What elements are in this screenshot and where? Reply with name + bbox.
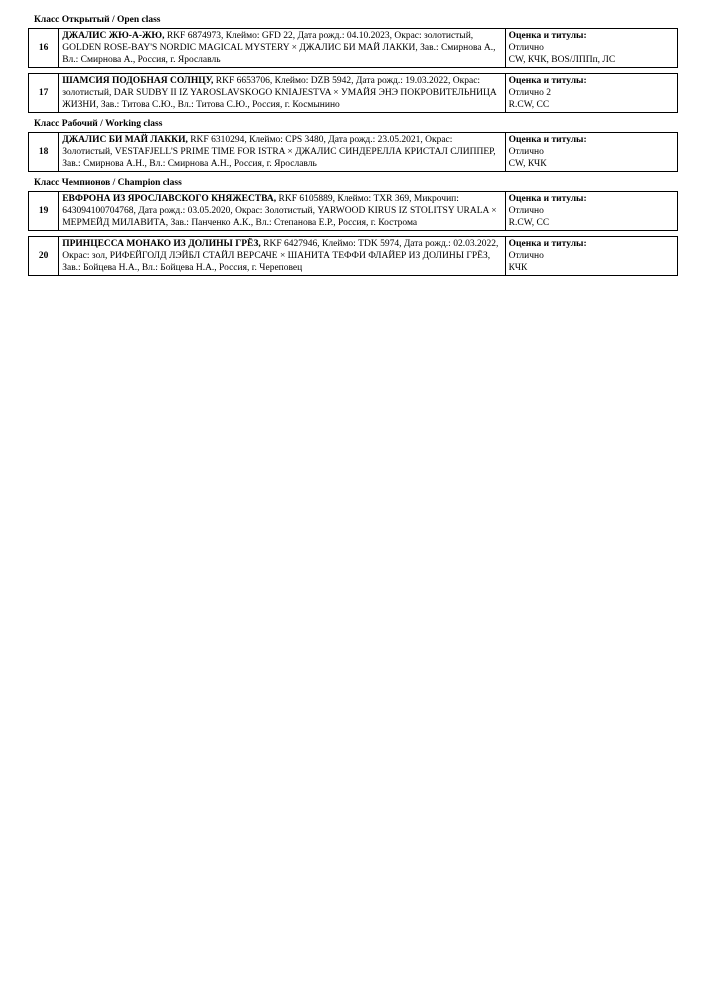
entry-description <box>59 133 505 172</box>
entry-grade <box>505 133 677 172</box>
dog-name: ДЖАЛИС БИ МАЙ ЛАККИ, <box>62 135 188 145</box>
entry-grade <box>505 192 677 231</box>
dog-details: RKF 6105889, Клеймо: TXR 369, Микрочип: 643094100704768, Дата рожд.: 03.05.2020, Окрас: Золотистый, YARWOOD KIRUS IZ STOLITSY URALA × МЕРМЕЙД МИЛАВИТА, Зав.: Панченко А.К., Вл.: Степанова Е.Р., Россия, г. Кострома <box>62 194 497 228</box>
dog-name: ДЖАЛИС ЖЮ-А-ЖЮ, <box>62 31 165 41</box>
titles-value: R.CW, CC <box>508 218 550 228</box>
section-open-class <box>28 14 678 113</box>
entry-description <box>59 29 505 68</box>
class-header: Класс Рабочий / Working class <box>34 119 163 129</box>
entry-number: 17 <box>29 74 59 113</box>
entry-description <box>59 192 505 231</box>
grade-value: Отлично <box>508 43 544 53</box>
entry-description <box>59 74 505 113</box>
entry-table <box>28 28 678 68</box>
titles-value: CW, КЧК, BOS/ЛППп, ЛС <box>508 55 616 65</box>
entry-table <box>28 73 678 113</box>
class-header: Класс Открытый / Open class <box>34 15 161 25</box>
titles-value: CW, КЧК <box>508 159 547 169</box>
entry-table <box>28 132 678 172</box>
entry-number: 18 <box>29 133 59 172</box>
dog-details: RKF 6653706, Клеймо: DZB 5942, Дата рожд.: 19.03.2022, Окрас: золотистый, DAR SUDBY II IZ YAROSLAVSKOGO KNIAJESTVA × УМАЙЯ ЭНЭ ПОКРОВИТЕЛЬНИЦА ЖИЗНИ, Зав.: Титова С.Ю., Вл.: Титова С.Ю., Россия, г. Космынино <box>62 76 497 110</box>
entry-number: 19 <box>29 192 59 231</box>
titles-value: R.CW, CC <box>508 100 550 110</box>
dog-details: RKF 6874973, Клеймо: GFD 22, Дата рожд.: 04.10.2023, Окрас: золотистый, GOLDEN ROSE-BAY'S NORDIC MAGICAL MYSTERY × ДЖАЛИС БИ МАЙ ЛАККИ, Зав.: Смирнова А., Вл.: Смирнова А., Россия, г. Ярославль <box>62 31 496 65</box>
grade-label: Оценка и титулы: <box>508 76 587 86</box>
grade-label: Оценка и титулы: <box>508 194 587 204</box>
grade-value: Отлично <box>508 147 544 157</box>
entry-grade <box>505 29 677 68</box>
entry-row <box>29 237 678 276</box>
entry-grade <box>505 237 677 276</box>
dog-details: RKF 6427946, Клеймо: TDK 5974, Дата рожд.: 02.03.2022, Окрас: зол, РИФЕЙГОЛД ЛЭЙБЛ СТАЙЛ ВЕРСАЧЕ × ШАНИТА ТЕФФИ ФЛАЙЕР ИЗ ДОЛИНЫ ГРЁЗ, Зав.: Бойцева Н.А., Вл.: Бойцева Н.А., Россия, г. Череповец <box>62 239 499 273</box>
entry-table <box>28 236 678 276</box>
results-page <box>28 14 678 281</box>
grade-value: Отлично <box>508 251 544 261</box>
dog-details: RKF 6310294, Клеймо: CPS 3480, Дата рожд.: 23.05.2021, Окрас: Золотистый, VESTAFJELL'S PRIME TIME FOR ISTRA × ДЖАЛИС СИНДЕРЕЛЛА КРИСТАЛ СЛИППЕР, Зав.: Смирнова А.Н., Вл.: Смирнова А.Н., Россия, г. Ярославль <box>62 135 496 169</box>
grade-label: Оценка и титулы: <box>508 135 587 145</box>
grade-label: Оценка и титулы: <box>508 239 587 249</box>
entry-table <box>28 191 678 231</box>
entry-number: 16 <box>29 29 59 68</box>
dog-name: ПРИНЦЕССА МОНАКО ИЗ ДОЛИНЫ ГРЁЗ, <box>62 239 261 249</box>
entry-row <box>29 192 678 231</box>
section-champion-class <box>28 177 678 276</box>
entry-description <box>59 237 505 276</box>
section-working-class <box>28 118 678 172</box>
entry-row <box>29 29 678 68</box>
dog-name: ЕВФРОНА ИЗ ЯРОСЛАВСКОГО КНЯЖЕСТВА, <box>62 194 277 204</box>
entry-grade <box>505 74 677 113</box>
titles-value: КЧК <box>508 263 528 273</box>
dog-name: ШАМСИЯ ПОДОБНАЯ СОЛНЦУ, <box>62 76 214 86</box>
grade-value: Отлично <box>508 206 544 216</box>
entry-row <box>29 74 678 113</box>
class-header: Класс Чемпионов / Champion class <box>34 178 182 188</box>
grade-label: Оценка и титулы: <box>508 31 587 41</box>
entry-number: 20 <box>29 237 59 276</box>
grade-value: Отлично 2 <box>508 88 551 98</box>
entry-row <box>29 133 678 172</box>
